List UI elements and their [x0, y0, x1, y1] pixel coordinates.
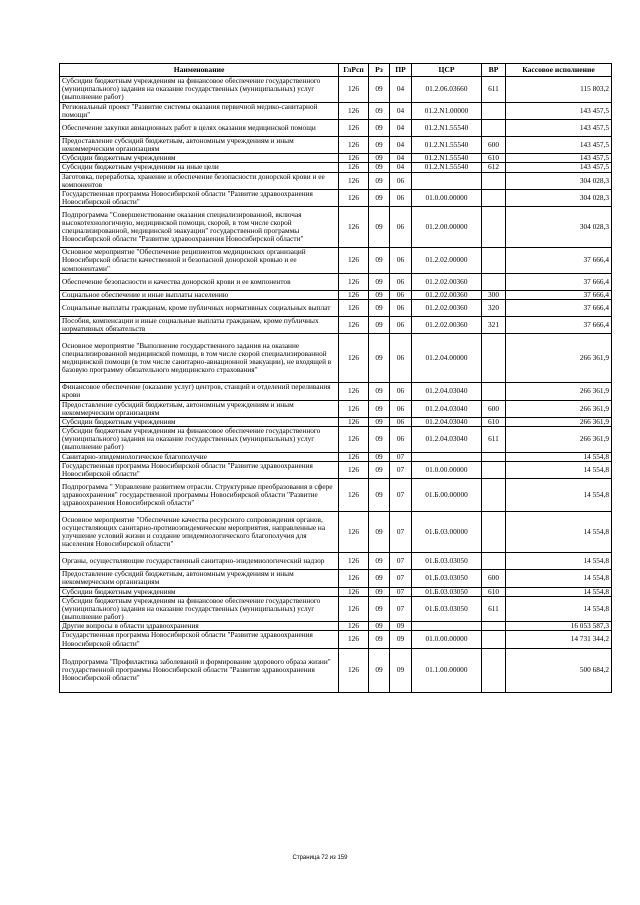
row-name: Субсидии бюджетным учреждениям на финансовое обеспечение государственного (муниципального) задания на оказание государственных (муниципальных) услуг (выполнение работ) — [60, 77, 339, 103]
row-rz: 09 — [369, 596, 390, 622]
row-name: Предоставление субсидий бюджетным, автономным учреждениям и иным некоммерческим организациям — [60, 136, 339, 153]
row-csr: 01.2.02.00360 — [412, 273, 482, 290]
row-csr: 01.2.04.00000 — [412, 334, 482, 383]
row-glrsp: 126 — [339, 316, 369, 333]
row-glrsp: 126 — [339, 172, 369, 189]
row-vr: 611 — [482, 77, 506, 103]
row-glrsp: 126 — [339, 622, 369, 631]
row-name: Основное мероприятие "Обеспечение качества ресурсного сопровождения органов, осуществляющих санитарно-противоэпидемические мероприятия, направленные на улучшение условий жизни и создание эпидемиологического благополучия для населения Новосибирской области" — [60, 512, 339, 553]
row-vr — [482, 631, 506, 648]
table-row — [60, 172, 612, 189]
row-rz: 09 — [369, 290, 390, 299]
row-name: Социальные выплаты гражданам, кроме публичных нормативных социальных выплат — [60, 299, 339, 316]
row-pr: 06 — [390, 290, 412, 299]
row-amount: 14 554,8 — [506, 452, 612, 461]
row-csr: 01.Б.03.03050 — [412, 570, 482, 587]
row-glrsp: 126 — [339, 570, 369, 587]
row-name: Региональный проект "Развитие системы оказания первичной медико-санитарной помощи" — [60, 102, 339, 119]
row-name: Субсидии бюджетным учреждениям на финансовое обеспечение государственного (муниципального) задания на оказание государственных (муниципальных) услуг (выполнение работ) — [60, 427, 339, 453]
row-rz: 09 — [369, 427, 390, 453]
table-row — [60, 136, 612, 153]
row-name: Органы, осуществляющие государственный санитарно-эпидемиологический надзор — [60, 553, 339, 570]
row-rz: 09 — [369, 631, 390, 648]
row-pr: 09 — [390, 622, 412, 631]
row-csr: 01.2.N1.00000 — [412, 102, 482, 119]
row-vr — [482, 648, 506, 692]
row-rz: 09 — [369, 207, 390, 248]
table-row — [60, 461, 612, 478]
row-vr: 321 — [482, 316, 506, 333]
table-row — [60, 383, 612, 400]
row-pr: 04 — [390, 163, 412, 172]
row-amount: 266 361,9 — [506, 427, 612, 453]
table-row — [60, 631, 612, 648]
row-rz: 09 — [369, 479, 390, 512]
row-glrsp: 126 — [339, 290, 369, 299]
row-glrsp: 126 — [339, 119, 369, 136]
row-name: Субсидии бюджетным учреждениям на финансовое обеспечение государственного (муниципального) задания на оказание государственных (муниципальных) услуг (выполнение работ) — [60, 596, 339, 622]
budget-table — [59, 63, 612, 693]
row-amount: 266 361,9 — [506, 417, 612, 426]
header-name: Наименование — [60, 64, 339, 77]
row-pr: 07 — [390, 512, 412, 553]
row-vr — [482, 248, 506, 274]
row-csr: 01.Б.00.00000 — [412, 479, 482, 512]
row-vr: 611 — [482, 596, 506, 622]
table-row — [60, 119, 612, 136]
table-row — [60, 417, 612, 426]
row-glrsp: 126 — [339, 400, 369, 417]
row-glrsp: 126 — [339, 189, 369, 206]
row-vr — [482, 622, 506, 631]
row-pr: 04 — [390, 77, 412, 103]
row-glrsp: 126 — [339, 77, 369, 103]
row-rz: 09 — [369, 461, 390, 478]
row-rz: 09 — [369, 77, 390, 103]
row-rz: 09 — [369, 570, 390, 587]
budget-page — [59, 63, 611, 693]
row-vr: 611 — [482, 427, 506, 453]
row-name: Пособия, компенсации и иные социальные выплаты гражданам, кроме публичных нормативных обязательств — [60, 316, 339, 333]
row-amount: 143 457,5 — [506, 154, 612, 163]
row-glrsp: 126 — [339, 273, 369, 290]
row-csr: 01.2.N1.55540 — [412, 136, 482, 153]
row-amount: 304 028,3 — [506, 189, 612, 206]
row-glrsp: 126 — [339, 248, 369, 274]
row-vr — [482, 172, 506, 189]
row-csr: 01.2.N1.55540 — [412, 163, 482, 172]
row-pr: 06 — [390, 299, 412, 316]
row-rz: 09 — [369, 316, 390, 333]
row-amount: 16 053 587,3 — [506, 622, 612, 631]
table-row — [60, 290, 612, 299]
row-csr: 01.2.04.03040 — [412, 417, 482, 426]
row-pr: 06 — [390, 273, 412, 290]
row-csr: 01.2.04.03040 — [412, 427, 482, 453]
row-glrsp: 126 — [339, 136, 369, 153]
row-name: Подпрограмма "Профилактика заболеваний и формирование здорового образа жизни" государственной программы Новосибирской области "Развитие здравоохранения Новосибирской области" — [60, 648, 339, 692]
row-rz: 09 — [369, 154, 390, 163]
row-rz: 09 — [369, 334, 390, 383]
table-row — [60, 163, 612, 172]
row-amount: 14 554,8 — [506, 596, 612, 622]
row-name: Основное мероприятие "Выполнение государственного задания на оказание специализированной медицинской помощи, в том числе скорой специализированной медицинской помощи (в том числе санитарно-авиационной эвакуации), не входящей в базовую программу обязательного медицинского страхования" — [60, 334, 339, 383]
row-name: Социальное обеспечение и иные выплаты населению — [60, 290, 339, 299]
row-rz: 09 — [369, 553, 390, 570]
row-vr: 610 — [482, 587, 506, 596]
row-name: Государственная программа Новосибирской области "Развитие здравоохранения Новосибирской области" — [60, 631, 339, 648]
row-amount: 37 666,4 — [506, 316, 612, 333]
row-rz: 09 — [369, 648, 390, 692]
row-pr: 04 — [390, 119, 412, 136]
row-rz: 09 — [369, 273, 390, 290]
row-csr — [412, 622, 482, 631]
row-rz: 09 — [369, 452, 390, 461]
row-amount: 37 666,4 — [506, 290, 612, 299]
row-csr — [412, 452, 482, 461]
row-vr: 612 — [482, 163, 506, 172]
row-csr: 01.2.02.00360 — [412, 290, 482, 299]
header-glrsp: ГлРсп — [339, 64, 369, 77]
row-rz: 09 — [369, 417, 390, 426]
row-pr: 06 — [390, 248, 412, 274]
row-name: Субсидии бюджетным учреждениям — [60, 154, 339, 163]
row-glrsp: 126 — [339, 553, 369, 570]
row-glrsp: 126 — [339, 154, 369, 163]
row-amount: 143 457,5 — [506, 119, 612, 136]
row-rz: 09 — [369, 189, 390, 206]
header-amount: Кассовое исполнение — [506, 64, 612, 77]
row-vr — [482, 273, 506, 290]
row-rz: 09 — [369, 299, 390, 316]
row-vr — [482, 334, 506, 383]
row-pr: 06 — [390, 189, 412, 206]
row-name: Субсидии бюджетным учреждениям — [60, 587, 339, 596]
row-name: Обеспечение закупки авиационных работ в целях оказания медицинской помощи — [60, 119, 339, 136]
row-vr — [482, 102, 506, 119]
row-rz: 09 — [369, 622, 390, 631]
row-csr: 01.2.02.00360 — [412, 299, 482, 316]
row-name: Подпрограмма "Совершенствование оказания специализированной, включая высокотехнологичную, медицинской помощи, скорой, в том числе скорой специализированной, медицинской эвакуации" государственной программы Новосибирской области "Развитие здравоохранения Новосибирской области" — [60, 207, 339, 248]
table-row — [60, 512, 612, 553]
row-amount: 14 554,8 — [506, 512, 612, 553]
row-csr: 01.2.06.03660 — [412, 77, 482, 103]
header-rz: Рз — [369, 64, 390, 77]
table-row — [60, 273, 612, 290]
table-row — [60, 334, 612, 383]
row-glrsp: 126 — [339, 102, 369, 119]
row-rz: 09 — [369, 248, 390, 274]
row-name: Государственная программа Новосибирской области "Развитие здравоохранения Новосибирской области" — [60, 461, 339, 478]
row-glrsp: 126 — [339, 427, 369, 453]
row-pr: 06 — [390, 427, 412, 453]
table-row — [60, 316, 612, 333]
row-vr: 300 — [482, 290, 506, 299]
row-amount: 14 554,8 — [506, 587, 612, 596]
row-glrsp: 126 — [339, 461, 369, 478]
table-row — [60, 452, 612, 461]
row-glrsp: 126 — [339, 334, 369, 383]
row-vr — [482, 512, 506, 553]
row-amount: 143 457,5 — [506, 102, 612, 119]
header-csr: ЦСР — [412, 64, 482, 77]
row-rz: 09 — [369, 587, 390, 596]
row-vr — [482, 207, 506, 248]
row-rz: 09 — [369, 400, 390, 417]
row-rz: 09 — [369, 512, 390, 553]
row-rz: 09 — [369, 172, 390, 189]
row-glrsp: 126 — [339, 163, 369, 172]
table-row — [60, 427, 612, 453]
row-vr: 600 — [482, 400, 506, 417]
row-pr: 06 — [390, 207, 412, 248]
row-name: Государственная программа Новосибирской области "Развитие здравоохранения Новосибирской области" — [60, 189, 339, 206]
row-amount: 143 457,5 — [506, 163, 612, 172]
table-row — [60, 77, 612, 103]
row-pr: 06 — [390, 383, 412, 400]
table-row — [60, 596, 612, 622]
row-csr: 01.2.00.00000 — [412, 207, 482, 248]
row-rz: 09 — [369, 163, 390, 172]
table-row — [60, 248, 612, 274]
row-amount: 143 457,5 — [506, 136, 612, 153]
table-row — [60, 587, 612, 596]
row-glrsp: 126 — [339, 383, 369, 400]
row-csr: 01.2.N1.55540 — [412, 119, 482, 136]
row-amount: 14 554,8 — [506, 461, 612, 478]
row-pr: 07 — [390, 452, 412, 461]
row-pr: 09 — [390, 648, 412, 692]
header-vr: ВР — [482, 64, 506, 77]
row-glrsp: 126 — [339, 417, 369, 426]
row-amount: 14 554,8 — [506, 553, 612, 570]
row-amount: 266 361,9 — [506, 400, 612, 417]
row-glrsp: 126 — [339, 452, 369, 461]
row-pr: 04 — [390, 136, 412, 153]
row-pr: 06 — [390, 417, 412, 426]
row-vr — [482, 452, 506, 461]
row-rz: 09 — [369, 119, 390, 136]
row-amount: 14 731 344,2 — [506, 631, 612, 648]
row-vr: 610 — [482, 417, 506, 426]
row-pr: 04 — [390, 102, 412, 119]
row-vr: 600 — [482, 570, 506, 587]
row-csr: 01.2.02.00000 — [412, 248, 482, 274]
table-row — [60, 154, 612, 163]
row-vr: 320 — [482, 299, 506, 316]
row-vr — [482, 461, 506, 478]
row-name: Субсидии бюджетным учреждениям — [60, 417, 339, 426]
row-pr: 09 — [390, 631, 412, 648]
row-csr: 01.2.02.00360 — [412, 316, 482, 333]
row-csr: 01.2.04.03040 — [412, 383, 482, 400]
row-glrsp: 126 — [339, 512, 369, 553]
row-amount: 37 666,4 — [506, 273, 612, 290]
row-glrsp: 126 — [339, 648, 369, 692]
row-csr: 01.2.04.03040 — [412, 400, 482, 417]
row-glrsp: 126 — [339, 631, 369, 648]
row-pr: 06 — [390, 400, 412, 417]
row-amount: 500 684,2 — [506, 648, 612, 692]
row-csr: 01.0.00.00000 — [412, 189, 482, 206]
row-amount: 37 666,4 — [506, 299, 612, 316]
row-csr: 01.Б.03.03050 — [412, 596, 482, 622]
row-pr: 07 — [390, 596, 412, 622]
row-vr: 610 — [482, 154, 506, 163]
row-name: Предоставление субсидий бюджетным, автономным учреждениям и иным некоммерческим организациям — [60, 570, 339, 587]
row-name: Подпрограмма " Управление развитием отрасли. Структурные преобразования в сфере здравоохранения" государственной программы Новосибирской области "Развитие здравоохранения Новосибирской области" — [60, 479, 339, 512]
row-rz: 09 — [369, 383, 390, 400]
page-number: Страница 72 из 159 — [292, 855, 348, 861]
row-name: Основное мероприятие "Обеспечение реципиентов медицинских организаций Новосибирской области качественной и безопасной донорской кровью и ее компонентами" — [60, 248, 339, 274]
row-name: Финансовое обеспечение (оказание услуг) центров, станций и отделений переливания крови — [60, 383, 339, 400]
table-row — [60, 479, 612, 512]
row-name: Субсидии бюджетным учреждениям на иные цели — [60, 163, 339, 172]
row-name: Заготовка, переработка, хранение и обеспечение безопасности донорской крови и ее компонентов — [60, 172, 339, 189]
row-pr: 07 — [390, 587, 412, 596]
table-row — [60, 102, 612, 119]
row-pr: 07 — [390, 479, 412, 512]
row-csr: 01.2.N1.55540 — [412, 154, 482, 163]
row-amount: 115 803,2 — [506, 77, 612, 103]
row-amount: 266 361,9 — [506, 383, 612, 400]
row-glrsp: 126 — [339, 207, 369, 248]
row-name: Другие вопросы в области здравоохранения — [60, 622, 339, 631]
row-pr: 07 — [390, 553, 412, 570]
row-csr: 01.1.00.00000 — [412, 648, 482, 692]
row-pr: 06 — [390, 172, 412, 189]
row-vr — [482, 553, 506, 570]
row-amount: 37 666,4 — [506, 248, 612, 274]
row-vr — [482, 189, 506, 206]
row-amount: 304 028,3 — [506, 172, 612, 189]
row-name: Санитарно-эпидемиологическое благополучие — [60, 452, 339, 461]
row-rz: 09 — [369, 136, 390, 153]
row-glrsp: 126 — [339, 479, 369, 512]
row-csr: 01.Б.03.00000 — [412, 512, 482, 553]
row-vr — [482, 383, 506, 400]
row-amount: 14 554,8 — [506, 479, 612, 512]
table-row — [60, 648, 612, 692]
row-csr — [412, 172, 482, 189]
row-pr: 07 — [390, 570, 412, 587]
row-csr: 01.Б.03.03050 — [412, 553, 482, 570]
row-name: Обеспечение безопасности и качества донорской крови и ее компонентов — [60, 273, 339, 290]
row-vr — [482, 119, 506, 136]
table-row — [60, 570, 612, 587]
row-pr: 04 — [390, 154, 412, 163]
row-name: Предоставление субсидий бюджетным, автономным учреждениям и иным некоммерческим организациям — [60, 400, 339, 417]
row-amount: 304 028,3 — [506, 207, 612, 248]
row-amount: 14 554,8 — [506, 570, 612, 587]
table-row — [60, 400, 612, 417]
row-pr: 06 — [390, 334, 412, 383]
row-pr: 07 — [390, 461, 412, 478]
row-csr: 01.0.00.00000 — [412, 631, 482, 648]
table-row — [60, 207, 612, 248]
row-vr — [482, 479, 506, 512]
row-amount: 266 361,9 — [506, 334, 612, 383]
table-header-row — [60, 64, 612, 77]
table-row — [60, 299, 612, 316]
row-csr: 01.Б.03.03050 — [412, 587, 482, 596]
header-pr: ПР — [390, 64, 412, 77]
row-pr: 06 — [390, 316, 412, 333]
table-row — [60, 189, 612, 206]
row-glrsp: 126 — [339, 587, 369, 596]
row-glrsp: 126 — [339, 299, 369, 316]
row-vr: 600 — [482, 136, 506, 153]
table-row — [60, 553, 612, 570]
row-rz: 09 — [369, 102, 390, 119]
table-row — [60, 622, 612, 631]
row-glrsp: 126 — [339, 596, 369, 622]
row-csr: 01.0.00.00000 — [412, 461, 482, 478]
